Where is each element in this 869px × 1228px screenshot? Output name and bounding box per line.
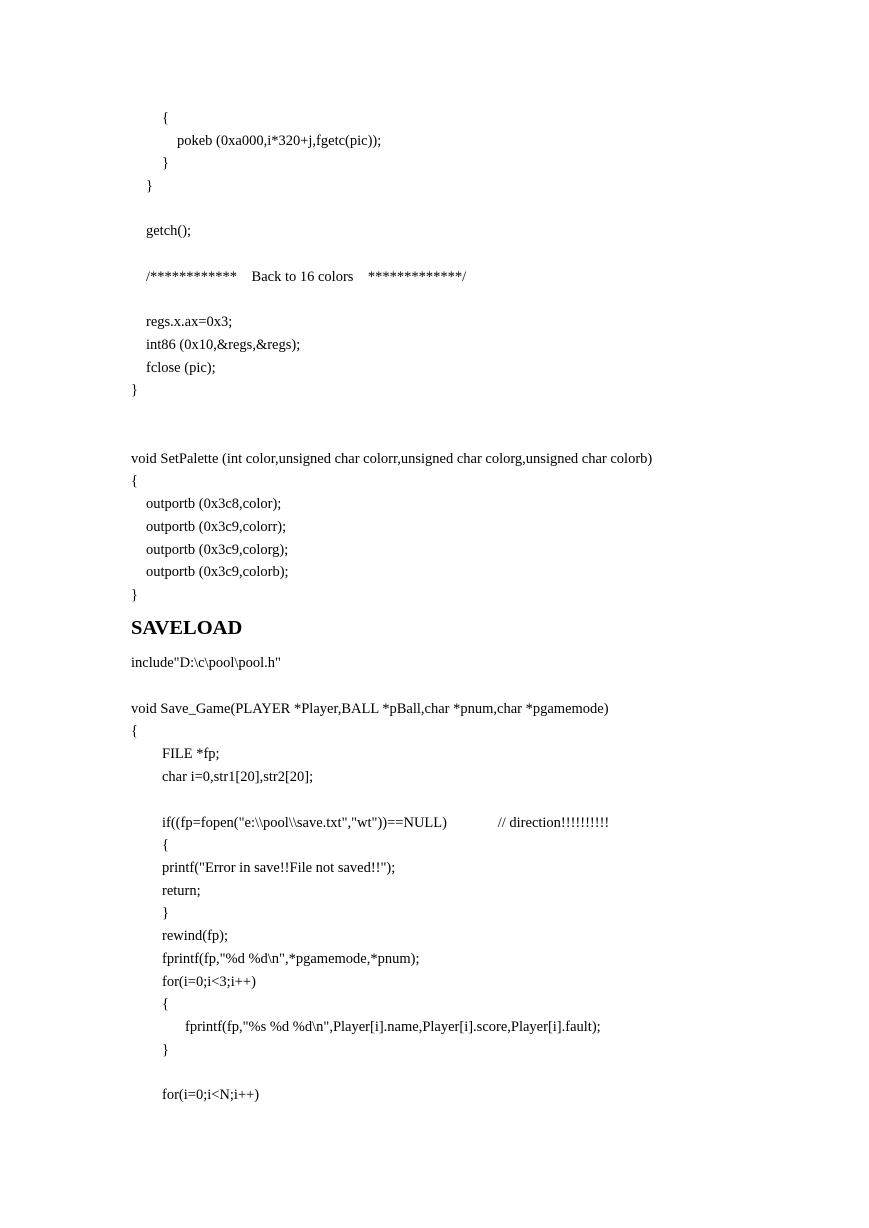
- code-line: outportb (0x3c9,colorb);: [146, 564, 289, 580]
- code-line: }: [146, 178, 153, 194]
- code-line: {: [162, 837, 169, 853]
- code-line: fprintf(fp,"%d %d\n",*pgamemode,*pnum);: [162, 951, 420, 967]
- code-line: {: [131, 473, 138, 489]
- code-line: printf("Error in save!!File not saved!!");: [162, 860, 396, 876]
- code-line: fclose (pic);: [146, 360, 216, 376]
- code-line: {: [131, 723, 138, 739]
- code-line: include"D:\c\pool\pool.h": [131, 655, 281, 671]
- code-comment-line: /************ Back to 16 colors *************/: [146, 269, 467, 285]
- code-line: if((fp=fopen("e:\\pool\\save.txt","wt"))==NULL) // direction!!!!!!!!!!: [162, 815, 610, 831]
- code-line: {: [162, 996, 169, 1012]
- code-line: pokeb (0xa000,i*320+j,fgetc(pic));: [177, 133, 382, 149]
- code-line: rewind(fp);: [162, 928, 229, 944]
- code-line: }: [162, 1042, 169, 1058]
- code-line: regs.x.ax=0x3;: [146, 314, 233, 330]
- code-line: fprintf(fp,"%s %d %d\n",Player[i].name,Player[i].score,Player[i].fault);: [185, 1019, 601, 1035]
- code-line: void Save_Game(PLAYER *Player,BALL *pBall,char *pnum,char *pgamemode): [131, 701, 609, 717]
- code-line: }: [131, 587, 138, 603]
- code-line: outportb (0x3c9,colorg);: [146, 542, 289, 558]
- code-line: for(i=0;i<3;i++): [162, 974, 256, 990]
- code-line: char i=0,str1[20],str2[20];: [162, 769, 314, 785]
- code-line: {: [162, 110, 169, 126]
- code-line: FILE *fp;: [162, 746, 220, 762]
- code-line: int86 (0x10,&regs,&regs);: [146, 337, 301, 353]
- code-line: getch();: [146, 223, 192, 239]
- code-line: return;: [162, 883, 201, 899]
- section-heading: SAVELOAD: [131, 617, 243, 639]
- code-line: for(i=0;i<N;i++): [162, 1087, 260, 1103]
- code-line: void SetPalette (int color,unsigned char colorr,unsigned char colorg,unsigned char colorb): [131, 451, 653, 467]
- code-line: outportb (0x3c8,color);: [146, 496, 282, 512]
- code-line: }: [162, 155, 169, 171]
- code-line: }: [131, 382, 138, 398]
- code-line: outportb (0x3c9,colorr);: [146, 519, 287, 535]
- code-line: }: [162, 905, 169, 921]
